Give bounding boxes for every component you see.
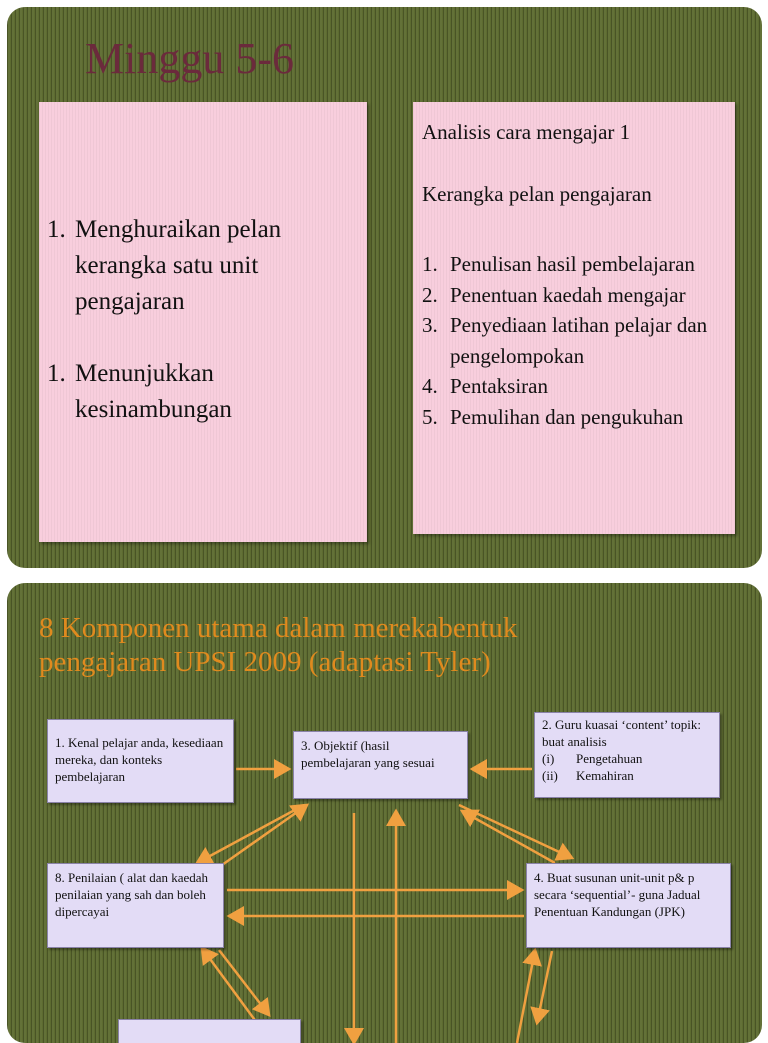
list-text: Pentaksiran — [450, 374, 548, 398]
list-item — [422, 280, 732, 311]
list-number: 1. — [47, 216, 66, 243]
list-number: 4. — [422, 374, 438, 398]
slide-2-title: 8 Komponen utama dalam merekabentuk pengajaran UPSI 2009 (adaptasi Tyler) — [39, 612, 518, 678]
list-number: 5. — [422, 404, 438, 429]
component-2-box — [534, 712, 720, 798]
list-number: (ii) — [542, 768, 558, 783]
right-text-box — [413, 102, 735, 534]
component-5-box — [118, 1019, 301, 1043]
right-list — [422, 249, 732, 432]
slide-1-title: Minggu 5-6 — [85, 34, 294, 83]
component-4-box: 4. Buat susunan unit-unit p& p secara ‘sequential’- guna Jadual Penentuan Kandungan (JPK) — [526, 863, 731, 948]
component-2-text: 2. Guru kuasai ‘content’ topik: buat analisis — [542, 717, 701, 749]
list-item — [47, 356, 347, 428]
slide-1 — [7, 7, 762, 568]
list-item — [542, 750, 712, 767]
arrow-up-to-4 — [517, 950, 535, 1043]
list-item — [422, 371, 732, 402]
right-heading-framework: Kerangka pelan pengajaran — [422, 182, 652, 206]
list-item — [47, 212, 347, 320]
list-number: 2. — [422, 282, 438, 307]
slide-2 — [7, 583, 762, 1043]
list-item — [542, 767, 712, 784]
left-list — [47, 212, 347, 464]
arrow-3-to-4 — [459, 805, 572, 858]
list-text: Penentuan kaedah mengajar — [450, 282, 686, 307]
list-item — [422, 310, 732, 371]
list-number: 3. — [422, 313, 438, 337]
list-text: Kemahiran — [576, 768, 634, 783]
list-item — [422, 402, 732, 433]
list-text: Pemulihan dan pengukuhan — [450, 404, 684, 429]
arrow-4-down — [537, 951, 552, 1023]
list-item — [422, 249, 732, 280]
list-number: (i) — [542, 751, 555, 766]
list-text: Menghuraikan pelan kerangka satu unit pengajaran — [75, 216, 282, 315]
flow-arrows — [7, 583, 762, 1043]
list-text: Pengetahuan — [576, 751, 643, 766]
component-1-box: 1. Kenal pelajar anda, kesediaan mereka, dan konteks pembelajaran — [47, 719, 234, 803]
component-8-box: 8. Penilaian ( alat dan kaedah penilaian yang sah dan boleh dipercayai — [47, 863, 224, 948]
list-text: Penyediaan latihan pelajar dan pengelompokan — [450, 313, 708, 368]
list-text: Menunjukkan kesinambungan — [75, 360, 232, 423]
arrow-3-to-8 — [197, 805, 304, 863]
arrow-4-to-3 — [462, 811, 555, 863]
list-number: 1. — [422, 252, 438, 276]
left-text-box — [39, 102, 367, 542]
arrow-5-to-8 — [202, 948, 257, 1023]
component-2-list — [542, 750, 712, 784]
component-3-box: 3. Objektif (hasil pembelajaran yang sesuai — [293, 731, 468, 799]
right-heading-analysis: Analisis cara mengajar 1 — [422, 120, 631, 144]
list-number: 1. — [47, 360, 66, 387]
arrow-8-to-3 — [222, 805, 307, 865]
list-text: Penulisan hasil pembelajaran — [450, 252, 695, 276]
